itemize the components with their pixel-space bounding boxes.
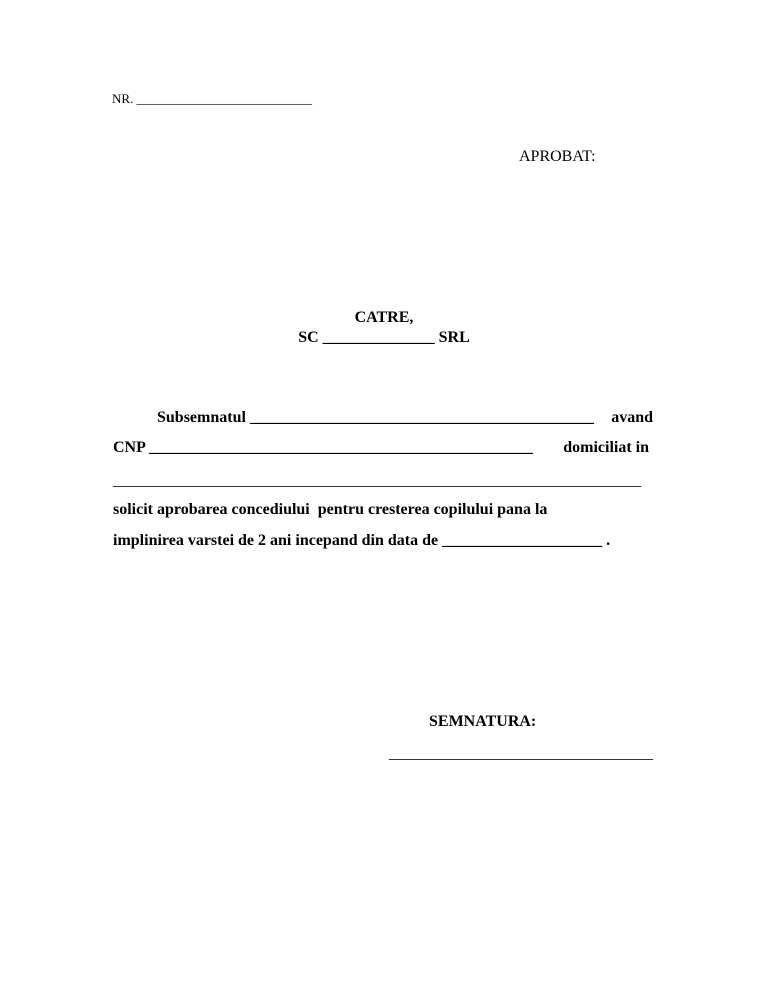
domicile-word: domiciliat in [563, 439, 649, 456]
approved-label: APROBAT: [519, 148, 596, 165]
name-field: Subsemnatul ___________________________________________ [157, 409, 594, 426]
cnp-field: CNP ________________________________________________ [113, 439, 533, 456]
date-line: implinirea varstei de 2 ani incepand din data de ____________________ . [113, 532, 611, 549]
body-line-name [157, 410, 653, 426]
body-line-cnp [113, 440, 649, 456]
address-blank-line: __________________________________________________________________ [113, 472, 641, 489]
having-word: avand [611, 409, 653, 426]
number-field: NR. ___________________________ [112, 91, 313, 106]
company-line: SC ______________ SRL [298, 329, 470, 346]
request-text: solicit aprobarea concediului pentru cresterea copilului pana la [113, 501, 548, 518]
signature-label: SEMNATURA: [429, 713, 537, 730]
signature-line: _________________________________ [389, 745, 653, 762]
addressee-label: CATRE, [354, 309, 414, 326]
